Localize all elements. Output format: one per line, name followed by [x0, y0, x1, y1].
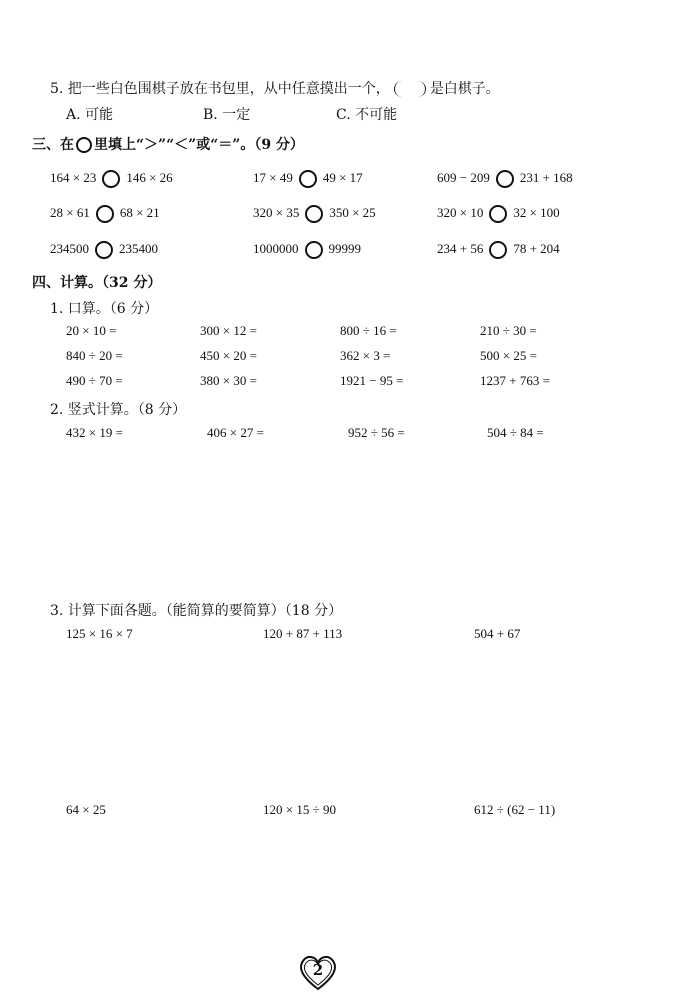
page-number-badge — [296, 950, 340, 994]
comparison-right: 235400 — [119, 241, 158, 256]
comparison-item — [437, 205, 560, 223]
comparison-left: 164 × 23 — [50, 170, 97, 185]
oral-item: 20 × 10 = — [66, 323, 117, 338]
compare-circle[interactable] — [305, 205, 323, 223]
oral-item: 380 × 30 = — [200, 373, 257, 388]
comparison-item — [253, 170, 363, 188]
comparison-right: 68 × 21 — [119, 205, 160, 220]
comparison-right: 146 × 26 — [126, 170, 173, 185]
compare-circle[interactable] — [489, 205, 507, 223]
oral-item: 300 × 12 = — [200, 323, 257, 338]
compute-item: 120 × 15 ÷ 90 — [263, 802, 336, 817]
compare-circle[interactable] — [95, 241, 113, 259]
option-c[interactable]: C. 不可能 — [336, 107, 398, 123]
comparison-right: 99999 — [328, 241, 361, 256]
comparison-left: 234500 — [50, 241, 89, 256]
option-a[interactable]: A. 可能 — [66, 107, 114, 123]
compare-circle[interactable] — [496, 170, 514, 188]
question-5 — [50, 78, 500, 98]
oral-item: 490 ÷ 70 = — [66, 373, 123, 388]
oral-item: 500 × 25 = — [480, 348, 537, 363]
vertical-item: 952 ÷ 56 = — [348, 425, 405, 440]
comparison-left: 17 × 49 — [253, 170, 293, 185]
comparison-item — [253, 241, 361, 259]
comparison-right: 231 + 168 — [519, 170, 573, 185]
comparison-item — [437, 170, 573, 188]
compare-circle[interactable] — [96, 205, 114, 223]
compute-item: 64 × 25 — [66, 802, 106, 817]
compare-circle[interactable] — [102, 170, 120, 188]
oral-item: 800 ÷ 16 = — [340, 323, 397, 338]
question-5-text-after: 是白棋子。 — [429, 81, 500, 97]
compare-circle[interactable] — [489, 241, 507, 259]
oral-item: 1921 − 95 = — [340, 373, 404, 388]
comparison-item — [50, 241, 158, 259]
answer-blank[interactable] — [394, 81, 426, 97]
comparison-item — [437, 241, 560, 259]
comparison-left: 320 × 35 — [253, 205, 300, 220]
comparison-left: 1000000 — [253, 241, 299, 256]
option-b[interactable]: B. 一定 — [203, 107, 251, 123]
comparison-right: 49 × 17 — [322, 170, 363, 185]
section-3-title — [32, 134, 304, 154]
oral-item: 450 × 20 = — [200, 348, 257, 363]
oral-item: 362 × 3 = — [340, 348, 391, 363]
vertical-item: 504 ÷ 84 = — [487, 425, 544, 440]
vertical-calc-title: 2. 竖式计算。（8 分） — [50, 402, 187, 418]
compare-circle[interactable] — [299, 170, 317, 188]
compute-item: 125 × 16 × 7 — [66, 626, 133, 641]
compute-title: 3. 计算下面各题。（能简算的要简算）（18 分） — [50, 603, 343, 619]
compute-item: 120 + 87 + 113 — [263, 626, 343, 641]
compare-circle[interactable] — [305, 241, 323, 259]
comparison-left: 28 × 61 — [50, 205, 90, 220]
comparison-right: 78 + 204 — [513, 241, 560, 256]
page-number: 2 — [312, 961, 324, 979]
comparison-item — [253, 205, 376, 223]
comparison-item — [50, 170, 173, 188]
vertical-item: 432 × 19 = — [66, 425, 123, 440]
section-3-title-suffix: 里填上“＞”“＜”或“＝”。（9 分） — [94, 137, 304, 153]
comparison-left: 609 − 209 — [437, 170, 490, 185]
circle-icon — [76, 137, 92, 153]
oral-item: 840 ÷ 20 = — [66, 348, 123, 363]
comparison-right: 32 × 100 — [513, 205, 560, 220]
compute-item: 504 + 67 — [474, 626, 521, 641]
comparison-left: 320 × 10 — [437, 205, 484, 220]
comparison-item — [50, 205, 160, 223]
oral-calc-title: 1. 口算。（6 分） — [50, 301, 159, 317]
vertical-item: 406 × 27 = — [207, 425, 264, 440]
comparison-left: 234 + 56 — [437, 241, 484, 256]
question-5-text-before: 5. 把一些白色围棋子放在书包里，从中任意摸出一个， — [50, 81, 390, 97]
oral-item: 1237 + 763 = — [480, 373, 550, 388]
section-4-title: 四、计算。（32 分） — [32, 275, 162, 291]
oral-item: 210 ÷ 30 = — [480, 323, 537, 338]
compute-item: 612 ÷ (62 − 11) — [474, 802, 556, 817]
section-3-title-prefix: 三、在 — [32, 137, 74, 153]
comparison-right: 350 × 25 — [329, 205, 376, 220]
